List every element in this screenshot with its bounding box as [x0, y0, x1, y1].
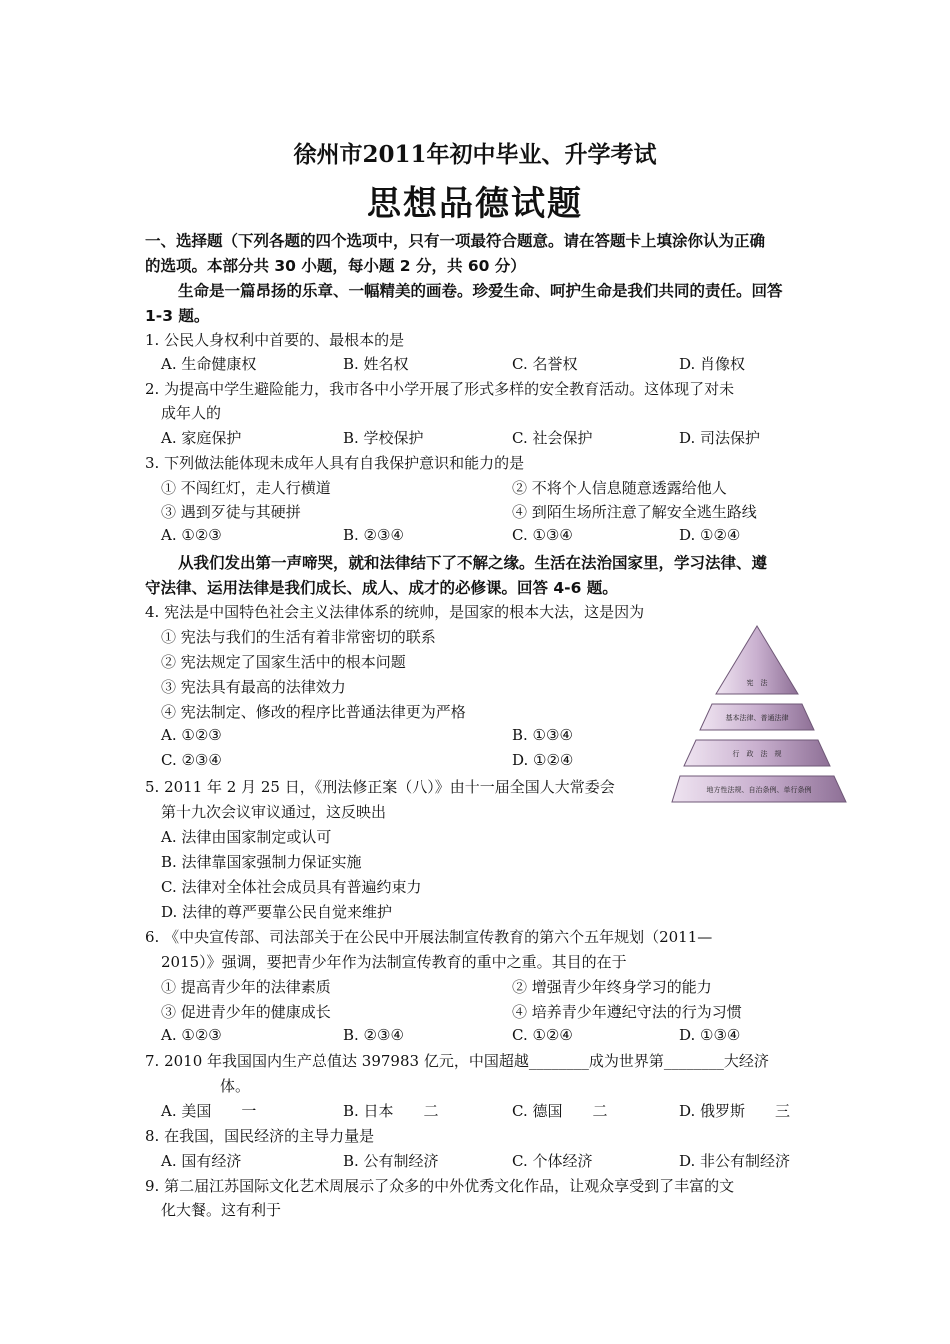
question-1-option-d: D. 肖像权 — [679, 355, 746, 373]
pyramid-label-constitution: 宪 法 — [746, 679, 768, 687]
question-9-stem-line2: 化大餐。这有利于 — [161, 1201, 282, 1219]
page-title: 徐州市2011年初中毕业、升学考试 — [293, 141, 657, 168]
question-7-option-c: C. 德国 二 — [512, 1102, 608, 1120]
question-7-stem-line1: 7. 2010 年我国国内生产总值达 397983 亿元，中国超越________成为世界第________大经济 — [145, 1052, 769, 1070]
question-8-option-d: D. 非公有制经济 — [679, 1152, 791, 1170]
section-heading-line2: 的选项。本部分共 30 小题，每小题 2 分，共 60 分） — [145, 257, 526, 275]
question-2-option-a: A. 家庭保护 — [161, 429, 242, 447]
question-3-item-3: ③ 遇到歹徒与其硬拼 — [161, 503, 301, 521]
question-3-option-c: C. ①③④ — [512, 526, 573, 544]
question-7-option-d: D. 俄罗斯 三 — [679, 1102, 791, 1120]
question-4-item-4: ④ 宪法制定、修改的程序比普通法律更为严格 — [161, 703, 466, 721]
question-1-option-a: A. 生命健康权 — [161, 355, 257, 373]
question-3-option-d: D. ①②④ — [679, 526, 741, 544]
question-4-item-3: ③ 宪法具有最高的法律效力 — [161, 678, 346, 696]
question-5-stem-line1: 5. 2011 年 2 月 25 日，《刑法修正案（八）》由十一届全国人大常委会 — [145, 778, 615, 796]
question-6-option-c: C. ①②④ — [512, 1026, 573, 1044]
question-4-item-2: ② 宪法规定了国家生活中的根本问题 — [161, 653, 406, 671]
question-5-option-d: D. 法律的尊严要靠公民自觉来维护 — [161, 903, 393, 921]
question-9-stem-line1: 9. 第二届江苏国际文化艺术周展示了众多的中外优秀文化作品，让观众享受到了丰富的文 — [145, 1177, 735, 1195]
question-4-option-d: D. ①②④ — [512, 751, 574, 769]
intro-2-line1: 从我们发出第一声啼哭，就和法律结下了不解之缘。生活在法治国家里，学习法律、遵 — [178, 554, 768, 572]
question-1-option-b: B. 姓名权 — [343, 355, 409, 373]
pyramid-label-administrative-regulations: 行 政 法 规 — [732, 750, 782, 758]
question-7-stem-line2: 体。 — [220, 1077, 251, 1095]
question-5-option-b: B. 法律靠国家强制力保证实施 — [161, 853, 362, 871]
question-3-stem: 3. 下列做法能体现未成年人具有自我保护意识和能力的是 — [145, 454, 525, 472]
question-6-option-b: B. ②③④ — [343, 1026, 404, 1044]
question-6-item-1: ① 提高青少年的法律素质 — [161, 978, 331, 996]
question-8-option-a: A. 国有经济 — [161, 1152, 242, 1170]
intro-1-line2: 1-3 题。 — [145, 307, 210, 325]
question-6-item-3: ③ 促进青少年的健康成长 — [161, 1003, 331, 1021]
question-8-option-b: B. 公有制经济 — [343, 1152, 439, 1170]
question-5-option-c: C. 法律对全体社会成员具有普遍约束力 — [161, 878, 422, 896]
pyramid-label-basic-laws: 基本法律、普通法律 — [725, 714, 789, 722]
question-6-stem-line2: 2015）》强调，要把青少年作为法制宣传教育的重中之重。其目的在于 — [161, 953, 627, 971]
question-2-option-b: B. 学校保护 — [343, 429, 424, 447]
intro-1-line1: 生命是一篇昂扬的乐章、一幅精美的画卷。珍爱生命、呵护生命是我们共同的责任。回答 — [178, 282, 783, 300]
question-4-option-a: A. ①②③ — [161, 726, 222, 744]
question-6-item-2: ② 增强青少年终身学习的能力 — [512, 978, 712, 996]
question-1-stem: 1. 公民人身权利中首要的、最根本的是 — [145, 331, 405, 349]
question-3-item-2: ② 不将个人信息随意透露给他人 — [512, 479, 727, 497]
question-6-option-a: A. ①②③ — [161, 1026, 222, 1044]
pyramid-label-local-regulations: 地方性法规、自治条例、单行条例 — [706, 786, 812, 794]
question-4-item-1: ① 宪法与我们的生活有着非常密切的联系 — [161, 628, 436, 646]
question-5-stem-line2: 第十九次会议审议通过，这反映出 — [161, 803, 387, 821]
question-6-option-d: D. ①③④ — [679, 1026, 741, 1044]
question-4-stem: 4. 宪法是中国特色社会主义法律体系的统帅，是国家的根本大法，这是因为 — [145, 603, 645, 621]
question-3-item-1: ① 不闯红灯，走人行横道 — [161, 479, 331, 497]
question-8-stem: 8. 在我国，国民经济的主导力量是 — [145, 1127, 375, 1145]
question-3-option-b: B. ②③④ — [343, 526, 404, 544]
question-6-item-4: ④ 培养青少年遵纪守法的行为习惯 — [512, 1003, 742, 1021]
question-4-option-b: B. ①③④ — [512, 726, 573, 744]
question-2-option-c: C. 社会保护 — [512, 429, 593, 447]
question-5-option-a: A. 法律由国家制定或认可 — [161, 828, 332, 846]
question-2-stem-line2: 成年人的 — [161, 404, 222, 422]
question-3-option-a: A. ①②③ — [161, 526, 222, 544]
question-4-option-c: C. ②③④ — [161, 751, 222, 769]
question-8-option-c: C. 个体经济 — [512, 1152, 593, 1170]
question-2-option-d: D. 司法保护 — [679, 429, 761, 447]
question-7-option-b: B. 日本 二 — [343, 1102, 439, 1120]
question-2-stem-line1: 2. 为提高中学生避险能力，我市各中小学开展了形式多样的安全教育活动。这体现了对未 — [145, 380, 735, 398]
legal-system-pyramid-figure — [670, 622, 848, 804]
question-7-option-a: A. 美国 一 — [161, 1102, 257, 1120]
question-3-item-4: ④ 到陌生场所注意了解安全逃生路线 — [512, 503, 757, 521]
section-heading-line1: 一、选择题（下列各题的四个选项中，只有一项最符合题意。请在答题卡上填涂你认为正确 — [145, 232, 766, 250]
page-subtitle: 思想品德试题 — [367, 184, 583, 224]
intro-2-line2: 守法律、运用法律是我们成长、成人、成才的必修课。回答 4-6 题。 — [145, 579, 618, 597]
question-6-stem-line1: 6. 《中央宣传部、司法部关于在公民中开展法制宣传教育的第六个五年规划（2011— — [145, 928, 713, 946]
question-1-option-c: C. 名誉权 — [512, 355, 578, 373]
